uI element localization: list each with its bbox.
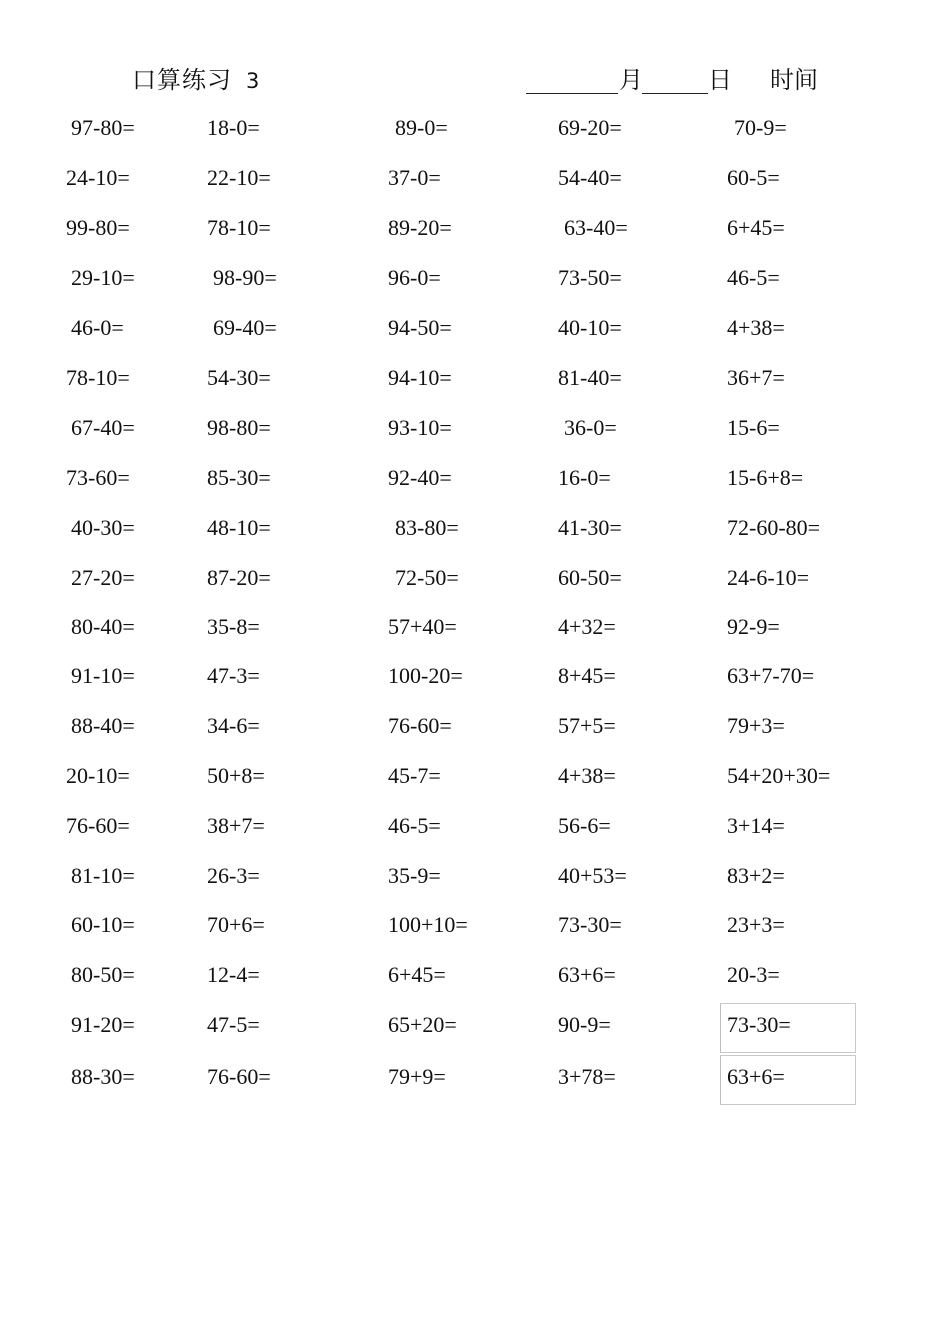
problem-2-2: 22-10= [207,165,271,190]
problem-18-5: 20-3= [727,962,780,987]
problem-12-1: 91-10= [71,663,135,688]
problem-20-1: 88-30= [71,1064,135,1089]
problem-7-3: 93-10= [388,415,452,440]
problem-17-2: 70+6= [207,912,265,937]
problem-10-5: 24-6-10= [727,565,810,590]
problem-19-2: 47-5= [207,1012,260,1037]
problem-17-1: 60-10= [71,912,135,937]
problem-16-1: 81-10= [71,863,135,888]
problem-10-4: 60-50= [558,565,622,590]
worksheet-title [132,60,260,95]
problem-18-4: 63+6= [558,962,616,987]
problem-9-4: 41-30= [558,515,622,540]
problem-3-1: 99-80= [66,215,130,240]
problem-18-3: 6+45= [388,962,446,987]
problem-15-2: 38+7= [207,813,265,838]
problem-12-5: 63+7-70= [727,663,815,688]
problem-17-4: 73-30= [558,912,622,937]
problem-4-1: 29-10= [71,265,135,290]
problem-16-3: 35-9= [388,863,441,888]
problem-1-4: 69-20= [558,115,622,140]
problem-19-1: 91-20= [71,1012,135,1037]
problem-2-4: 54-40= [558,165,622,190]
problem-13-1: 88-40= [71,713,135,738]
worksheet-number: 3 [246,69,261,93]
problem-5-4: 40-10= [558,315,622,340]
problem-3-5: 6+45= [727,215,785,240]
problem-5-2: 69-40= [213,315,277,340]
problem-10-1: 27-20= [71,565,135,590]
day-label: 日 [708,68,732,94]
month-label: 月 [619,68,643,94]
problem-14-1: 20-10= [66,763,130,788]
problem-12-4: 8+45= [558,663,616,688]
problem-12-2: 47-3= [207,663,260,688]
problem-16-4: 40+53= [558,863,627,888]
time-label: 时间 [770,68,818,94]
problem-1-5: 70-9= [734,115,787,140]
problem-20-5: 63+6= [727,1064,785,1089]
problem-14-5: 54+20+30= [727,763,831,788]
problem-12-3: 100-20= [388,663,463,688]
problem-9-1: 40-30= [71,515,135,540]
problem-5-1: 46-0= [71,315,124,340]
problem-20-4: 3+78= [558,1064,616,1089]
problem-8-2: 85-30= [207,465,271,490]
problem-13-4: 57+5= [558,713,616,738]
problem-17-3: 100+10= [388,912,468,937]
problem-8-5: 15-6+8= [727,465,804,490]
problem-6-4: 81-40= [558,365,622,390]
problem-8-3: 92-40= [388,465,452,490]
problem-11-4: 4+32= [558,614,616,639]
problem-2-1: 24-10= [66,165,130,190]
problem-14-2: 50+8= [207,763,265,788]
problem-20-3: 79+9= [388,1064,446,1089]
problem-11-5: 92-9= [727,614,780,639]
problem-9-2: 48-10= [207,515,271,540]
problem-14-4: 4+38= [558,763,616,788]
problem-11-1: 80-40= [71,614,135,639]
problem-13-5: 79+3= [727,713,785,738]
problem-2-5: 60-5= [727,165,780,190]
problem-19-5: 73-30= [727,1012,791,1037]
problem-15-3: 46-5= [388,813,441,838]
problem-6-3: 94-10= [388,365,452,390]
problem-7-2: 98-80= [207,415,271,440]
problem-5-3: 94-50= [388,315,452,340]
day-blank[interactable] [642,93,708,94]
problem-11-3: 57+40= [388,614,457,639]
problem-6-1: 78-10= [66,365,130,390]
problem-20-2: 76-60= [207,1064,271,1089]
problem-17-5: 23+3= [727,912,785,937]
problem-1-3: 89-0= [395,115,448,140]
problem-4-3: 96-0= [388,265,441,290]
title-text: 口算练习 [132,68,232,94]
date-time-area [526,58,846,96]
problem-6-2: 54-30= [207,365,271,390]
problem-10-2: 87-20= [207,565,271,590]
problem-7-1: 67-40= [71,415,135,440]
problem-13-3: 76-60= [388,713,452,738]
problem-8-1: 73-60= [66,465,130,490]
problem-2-3: 37-0= [388,165,441,190]
problem-15-1: 76-60= [66,813,130,838]
problem-19-3: 65+20= [388,1012,457,1037]
problem-15-5: 3+14= [727,813,785,838]
problem-9-5: 72-60-80= [727,515,821,540]
problem-4-5: 46-5= [727,265,780,290]
problem-3-3: 89-20= [388,215,452,240]
month-blank[interactable] [526,93,618,94]
problem-7-4: 36-0= [564,415,617,440]
problem-11-2: 35-8= [207,614,260,639]
problem-6-5: 36+7= [727,365,785,390]
problem-8-4: 16-0= [558,465,611,490]
problem-10-3: 72-50= [395,565,459,590]
problem-16-5: 83+2= [727,863,785,888]
problem-14-3: 45-7= [388,763,441,788]
problem-1-2: 18-0= [207,115,260,140]
problem-15-4: 56-6= [558,813,611,838]
problem-1-1: 97-80= [71,115,135,140]
problem-4-4: 73-50= [558,265,622,290]
problem-19-4: 90-9= [558,1012,611,1037]
problem-13-2: 34-6= [207,713,260,738]
problem-3-2: 78-10= [207,215,271,240]
problem-18-1: 80-50= [71,962,135,987]
problem-18-2: 12-4= [207,962,260,987]
problem-9-3: 83-80= [395,515,459,540]
problem-3-4: 63-40= [564,215,628,240]
problem-4-2: 98-90= [213,265,277,290]
problem-16-2: 26-3= [207,863,260,888]
problem-5-5: 4+38= [727,315,785,340]
problem-7-5: 15-6= [727,415,780,440]
